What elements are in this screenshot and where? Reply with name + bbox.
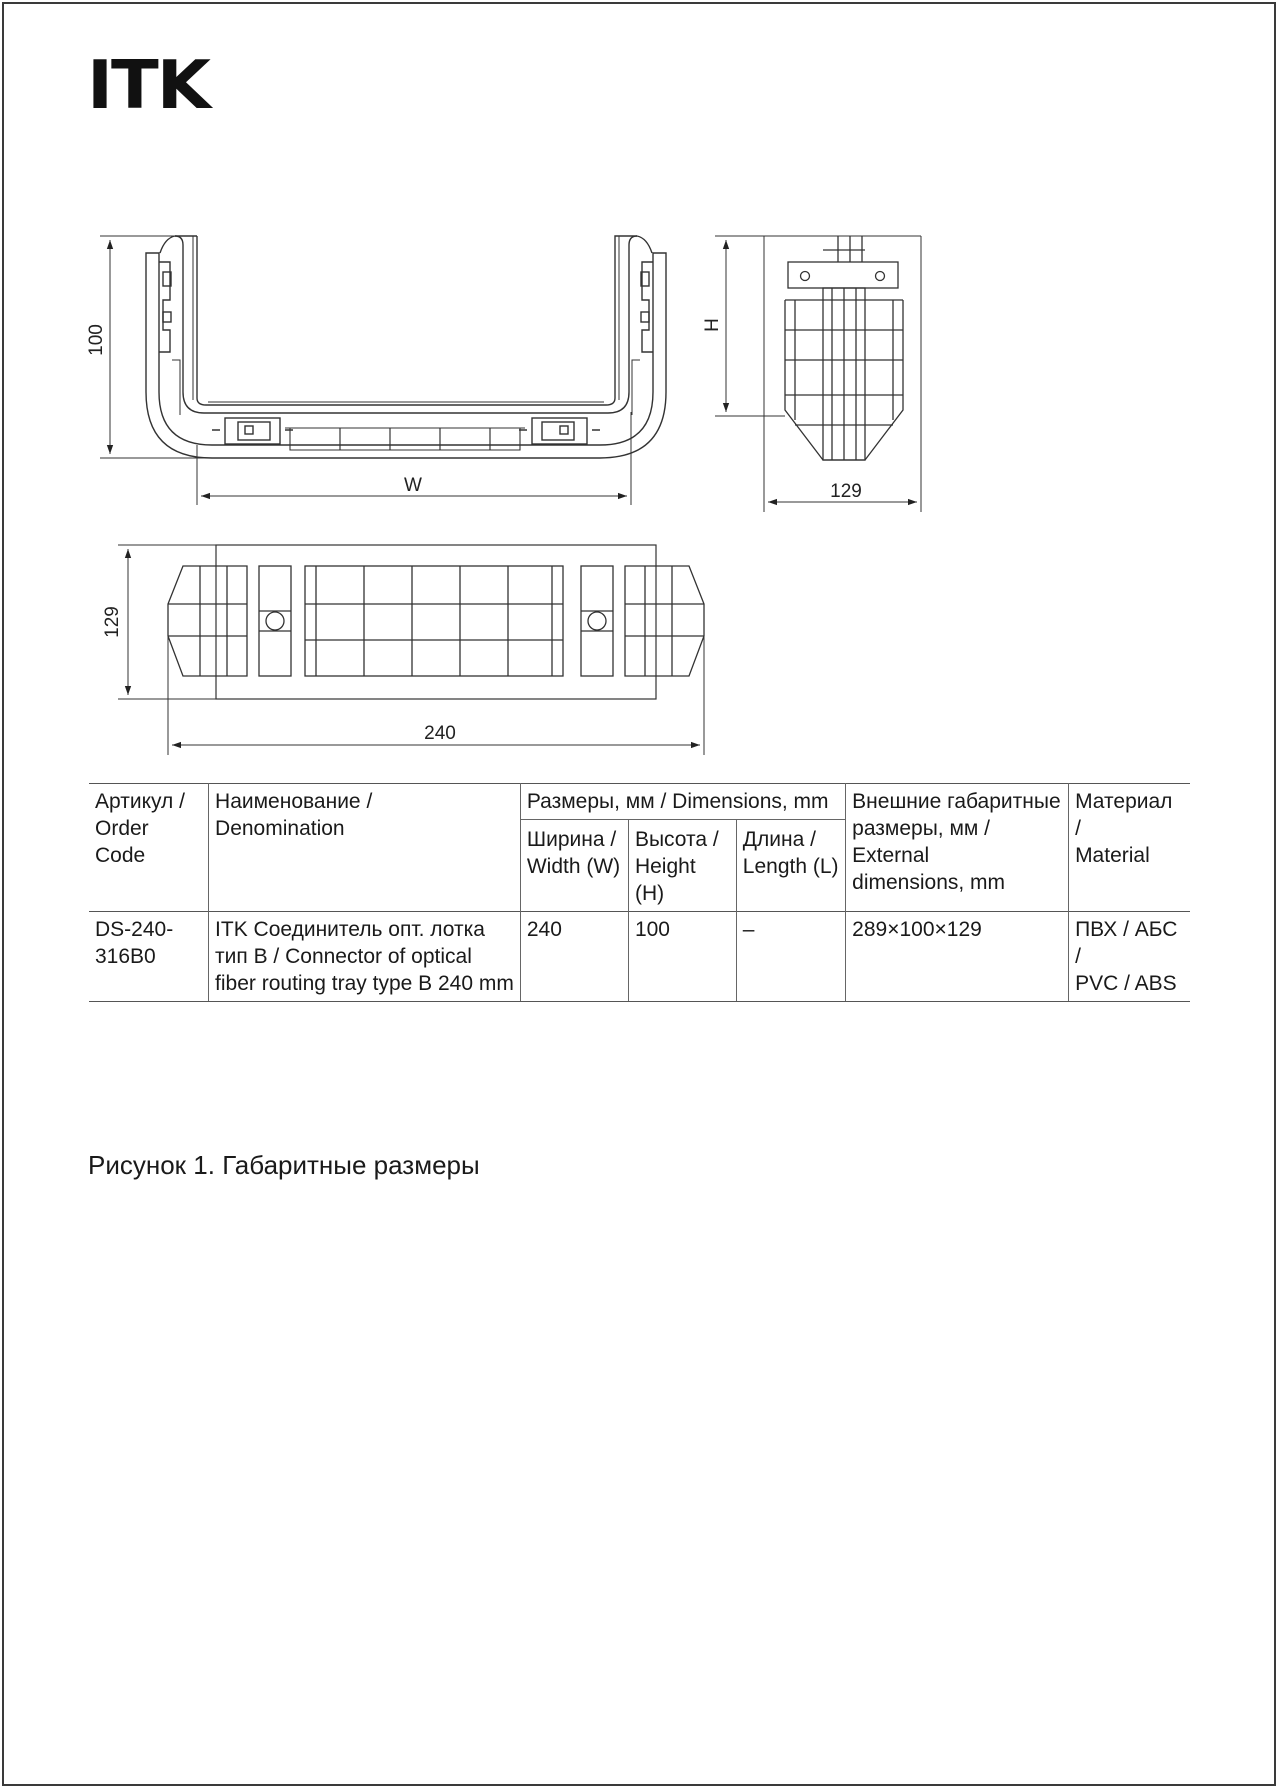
cell-external-dimensions: 289×100×129 (846, 912, 1069, 1002)
top-depth-label: 129 (102, 606, 123, 638)
itk-logo: ITK (87, 46, 210, 125)
cell-height: 100 (628, 912, 736, 1002)
top-length-label: 240 (424, 723, 456, 744)
cell-order-code: DS-240- 316B0 (89, 912, 209, 1002)
table-header-row (89, 784, 1190, 820)
spec-table (89, 783, 1190, 1002)
header-dimensions-group: Размеры, мм / Dimensions, mm (520, 784, 845, 820)
header-material: Материал / Material (1069, 784, 1190, 912)
header-external-dimensions: Внешние габаритные размеры, мм / External dimensions, mm (846, 784, 1069, 912)
header-length: Длина / Length (L) (736, 820, 845, 912)
figure-caption: Рисунок 1. Габаритные размеры (88, 1150, 480, 1180)
cell-length: – (736, 912, 845, 1002)
front-height-label: 100 (86, 324, 107, 356)
header-order-code: Артикул / Order Code (89, 784, 209, 912)
cell-material: ПВХ / АБС / PVC / ABS (1069, 912, 1190, 1002)
header-denomination: Наименование / Denomination (209, 784, 521, 912)
front-width-label: W (404, 475, 422, 496)
top-view (168, 545, 704, 699)
header-width: Ширина / Width (W) (520, 820, 628, 912)
cell-width: 240 (520, 912, 628, 1002)
side-view-dimensions (715, 236, 921, 512)
header-height: Высота / Height (H) (628, 820, 736, 912)
top-view-dimensions (118, 545, 704, 755)
cell-denomination: ITK Соединитель опт. лотка тип B / Connector of optical fiber routing tray type B 240 mm (209, 912, 521, 1002)
technical-drawing (0, 0, 1280, 790)
table-row (89, 912, 1190, 1002)
side-height-label: H (702, 318, 723, 332)
front-view (146, 236, 666, 458)
side-view (785, 236, 903, 460)
side-depth-label: 129 (830, 481, 862, 502)
